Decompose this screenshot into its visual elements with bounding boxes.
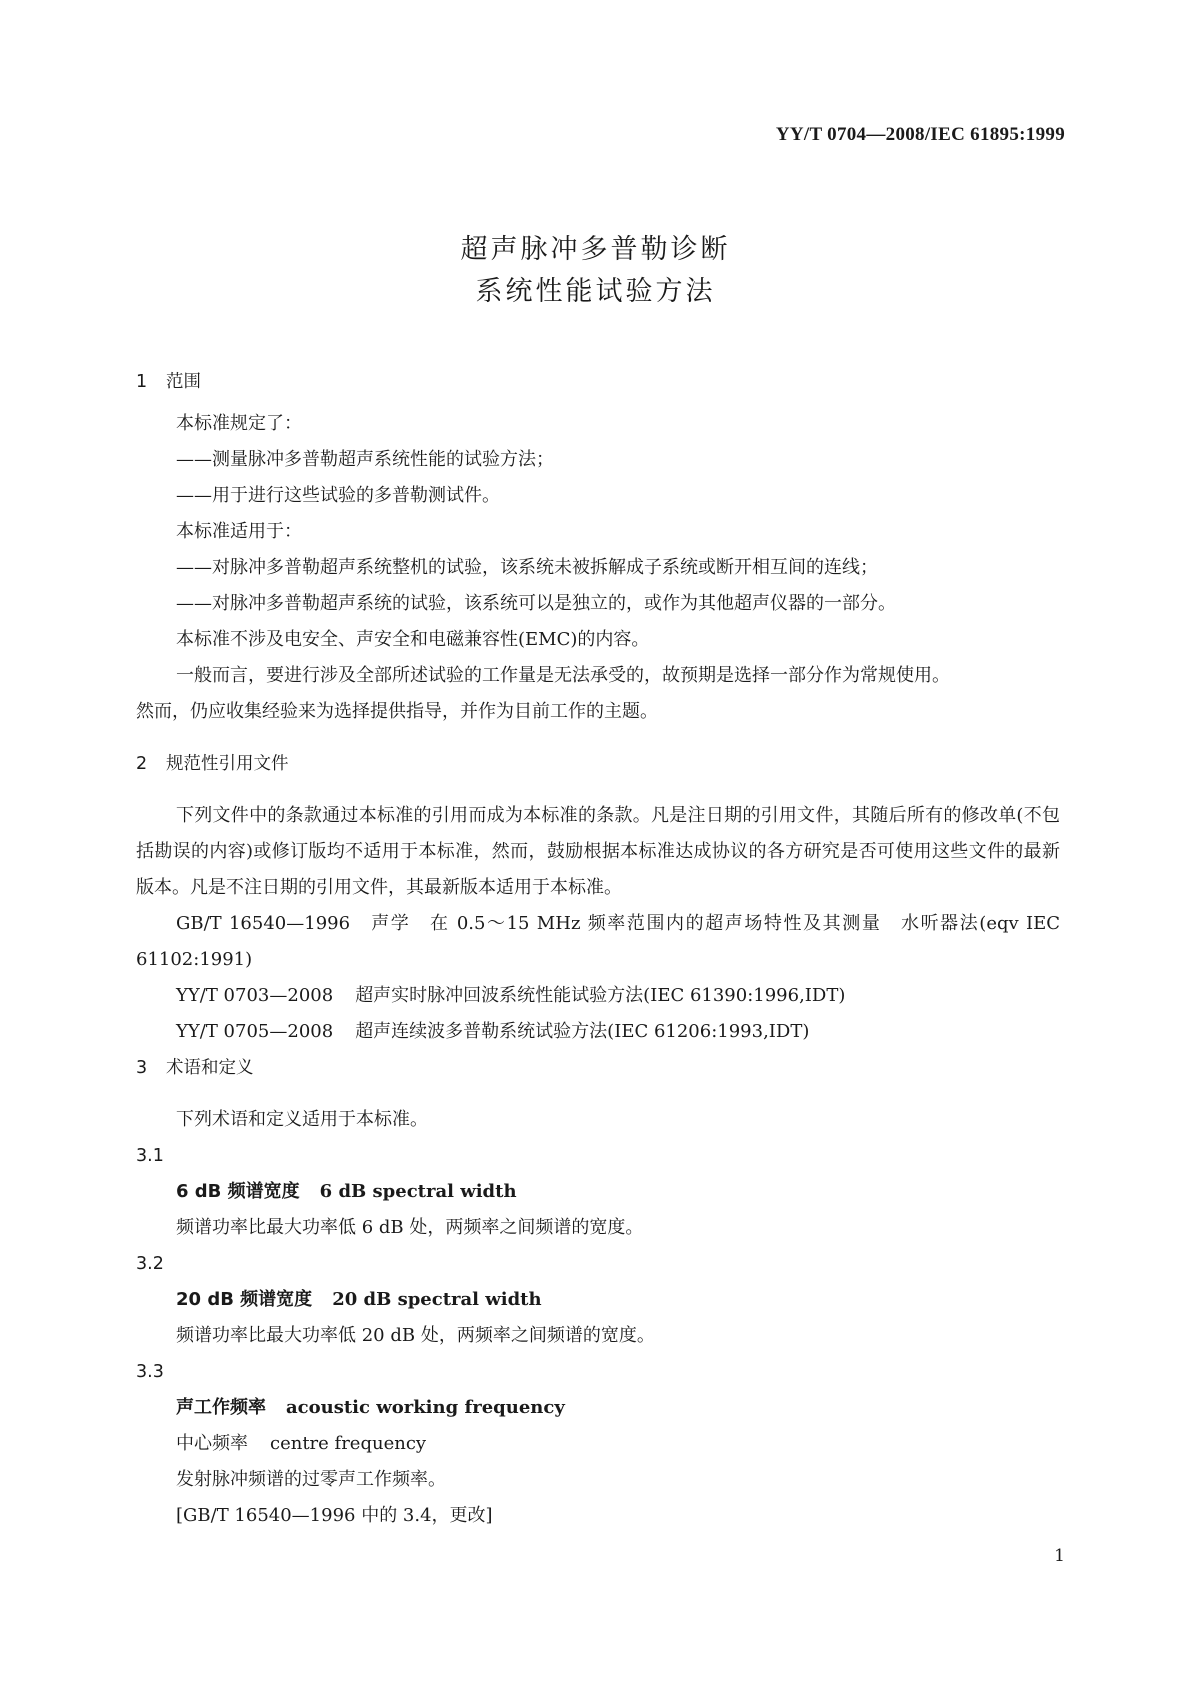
- scope-apply-item: ——对脉冲多普勒超声系统的试验，该系统可以是独立的，或作为其他超声仪器的一部分。: [176, 593, 896, 614]
- term-alternative: [136, 1426, 1060, 1462]
- scope-applies: 本标准适用于：: [176, 521, 302, 542]
- term-definition: 发射脉冲频谱的过零声工作频率。: [176, 1469, 446, 1490]
- section-3-heading: [136, 1056, 1060, 1080]
- term-en: acoustic working frequency: [286, 1397, 565, 1418]
- section-1-heading: [136, 370, 1060, 394]
- standard-number: YY/T 0704—2008/IEC 61895:1999: [775, 124, 1065, 145]
- reference-title: 超声连续波多普勒系统试验方法(IEC 61206:1993,IDT): [355, 1021, 810, 1042]
- term-number: 3.1: [136, 1146, 164, 1166]
- section-2-heading: [136, 752, 1060, 776]
- term-definition: 频谱功率比最大功率低 6 dB 处，两频率之间频谱的宽度。: [176, 1217, 644, 1238]
- document-title-line-1: 超声脉冲多普勒诊断: [460, 234, 731, 265]
- term-alt-zh: 中心频率: [176, 1433, 248, 1454]
- reference-title: 超声实时脉冲回波系统性能试验方法(IEC 61390:1996,IDT): [355, 985, 846, 1006]
- page-number: 1: [1054, 1546, 1065, 1566]
- normative-references-paragraph: 下列文件中的条款通过本标准的引用而成为本标准的条款。凡是注日期的引用文件，其随后所有的修改单(不包括勘误的内容)或修订版均不适用于本标准，然而，鼓励根据本标准达成协议的各方研究是否可使用这些文件的最新版本。凡是不注日期的引用文件，其最新版本适用于本标准。: [136, 805, 1060, 898]
- document-title-line-2: 系统性能试验方法: [475, 276, 716, 307]
- scope-item: ——用于进行这些试验的多普勒测试件。: [176, 485, 500, 506]
- term-source: [GB/T 16540—1996 中的 3.4，更改]: [176, 1505, 493, 1526]
- term-alt-en: centre frequency: [270, 1433, 427, 1454]
- term-heading: [136, 1282, 1060, 1318]
- scope-apply-item: ——对脉冲多普勒超声系统整机的试验，该系统未被拆解成子系统或断开相互间的连线；: [176, 557, 878, 578]
- reference-entry: [136, 978, 1060, 1014]
- term-number: 3.2: [136, 1254, 164, 1274]
- scope-intro: 本标准规定了：: [176, 413, 302, 434]
- term-zh: 声工作频率: [176, 1397, 266, 1418]
- section-title: 规范性引用文件: [166, 754, 289, 774]
- section-title: 术语和定义: [166, 1058, 254, 1078]
- document-body: [136, 370, 1060, 1534]
- scope-exclusion: 本标准不涉及电安全、声安全和电磁兼容性(EMC)的内容。: [176, 629, 650, 650]
- term-heading: [136, 1390, 1060, 1426]
- scope-general-line-1: 一般而言，要进行涉及全部所述试验的工作量是无法承受的，故预期是选择一部分作为常规使用。: [176, 665, 950, 686]
- reference-code: YY/T 0703—2008: [176, 985, 334, 1006]
- section-number: 2: [136, 754, 148, 774]
- term-zh: 6 dB 频谱宽度: [176, 1181, 300, 1202]
- reference-entry: [136, 1014, 1060, 1050]
- term-en: 6 dB spectral width: [319, 1181, 517, 1202]
- scope-general-line-2: 然而，仍应收集经验来为选择提供指导，并作为目前工作的主题。: [136, 701, 658, 722]
- reference-code: YY/T 0705—2008: [176, 1021, 334, 1042]
- section-title: 范围: [166, 372, 201, 392]
- term-zh: 20 dB 频谱宽度: [176, 1289, 313, 1310]
- terms-intro: 下列术语和定义适用于本标准。: [176, 1109, 428, 1130]
- section-number: 3: [136, 1058, 148, 1078]
- scope-item: ——测量脉冲多普勒超声系统性能的试验方法；: [176, 449, 554, 470]
- term-number: 3.3: [136, 1362, 164, 1382]
- reference-entry: GB/T 16540—1996 声学 在 0.5～15 MHz 频率范围内的超声场特性及其测量 水听器法(eqv IEC 61102:1991): [136, 913, 1060, 970]
- term-definition: 频谱功率比最大功率低 20 dB 处，两频率之间频谱的宽度。: [176, 1325, 655, 1346]
- term-en: 20 dB spectral width: [332, 1289, 542, 1310]
- section-number: 1: [136, 372, 148, 392]
- term-heading: [136, 1174, 1060, 1210]
